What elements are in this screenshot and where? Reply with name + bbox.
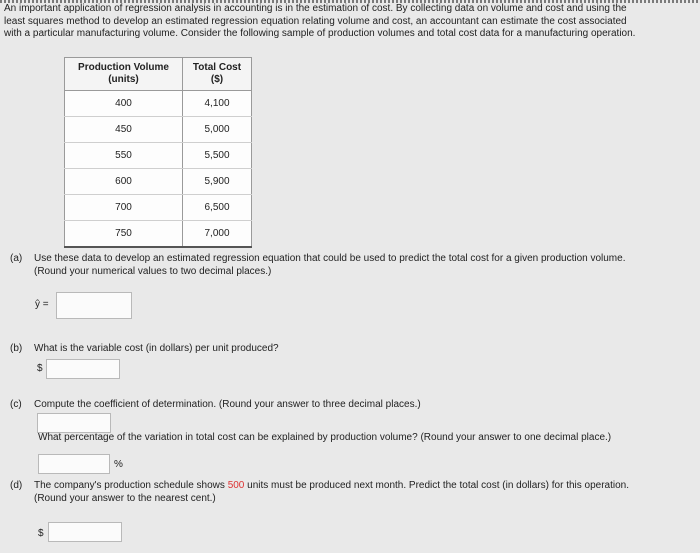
question-d-text-before: The company's production schedule shows bbox=[34, 480, 228, 491]
problem-intro bbox=[4, 3, 694, 41]
question-d-note: (Round your answer to the nearest cent.) bbox=[34, 492, 216, 504]
question-c-text: Compute the coefficient of determination. (Round your answer to three decimal places.) bbox=[34, 399, 421, 410]
answer-a-input[interactable] bbox=[56, 292, 132, 319]
answer-c-input[interactable] bbox=[37, 413, 111, 433]
header-total-cost: Total Cost ($) bbox=[183, 58, 252, 91]
header-production-volume: Production Volume (units) bbox=[65, 58, 183, 91]
question-d-text-after: units must be produced next month. Predict the total cost (in dollars) for this operation. bbox=[244, 480, 630, 491]
answer-c-percent-input[interactable] bbox=[38, 454, 110, 474]
dollar-prefix-b: $ bbox=[37, 363, 43, 374]
question-b bbox=[10, 343, 279, 356]
answer-b-input[interactable] bbox=[46, 359, 120, 379]
table-row: 550 5,500 bbox=[65, 143, 252, 169]
question-c-label: (c) bbox=[10, 399, 22, 410]
intro-line-3: with a particular manufacturing volume. Consider the following sample of production volumes and total cost data for a manufacturing operation. bbox=[4, 28, 636, 39]
table-row: 600 5,900 bbox=[65, 169, 252, 195]
question-b-text: What is the variable cost (in dollars) per unit produced? bbox=[34, 343, 279, 354]
table-row: 700 6,500 bbox=[65, 195, 252, 221]
data-table bbox=[64, 57, 252, 248]
question-d bbox=[10, 480, 629, 505]
question-b-label: (b) bbox=[10, 343, 23, 354]
table-row: 750 7,000 bbox=[65, 221, 252, 248]
table-row: 400 4,100 bbox=[65, 91, 252, 117]
dollar-prefix-d: $ bbox=[38, 528, 44, 539]
answer-d-input[interactable] bbox=[48, 522, 122, 542]
question-a-note: (Round your numerical values to two decimal places.) bbox=[34, 265, 272, 277]
units-highlight: 500 bbox=[227, 480, 245, 491]
intro-line-1: An important application of regression analysis in accounting is in the estimation of cost. By collecting data on volume and cost and using the bbox=[4, 3, 627, 14]
question-a bbox=[10, 253, 625, 278]
intro-line-2: least squares method to develop an estimated regression equation relating volume and cost, an accountant can estimate the cost associated bbox=[4, 15, 627, 27]
table-row: 450 5,000 bbox=[65, 117, 252, 143]
y-hat-prefix: ŷ = bbox=[35, 299, 49, 310]
question-c bbox=[10, 399, 421, 412]
question-a-text: Use these data to develop an estimated regression equation that could be used to predict the total cost for a given production volume. bbox=[34, 253, 626, 264]
question-c-followup: What percentage of the variation in total cost can be explained by production volume? (Round your answer to one decimal place.) bbox=[38, 432, 612, 443]
question-a-label: (a) bbox=[10, 253, 23, 264]
percent-suffix: % bbox=[114, 459, 123, 470]
question-d-label: (d) bbox=[10, 480, 23, 491]
